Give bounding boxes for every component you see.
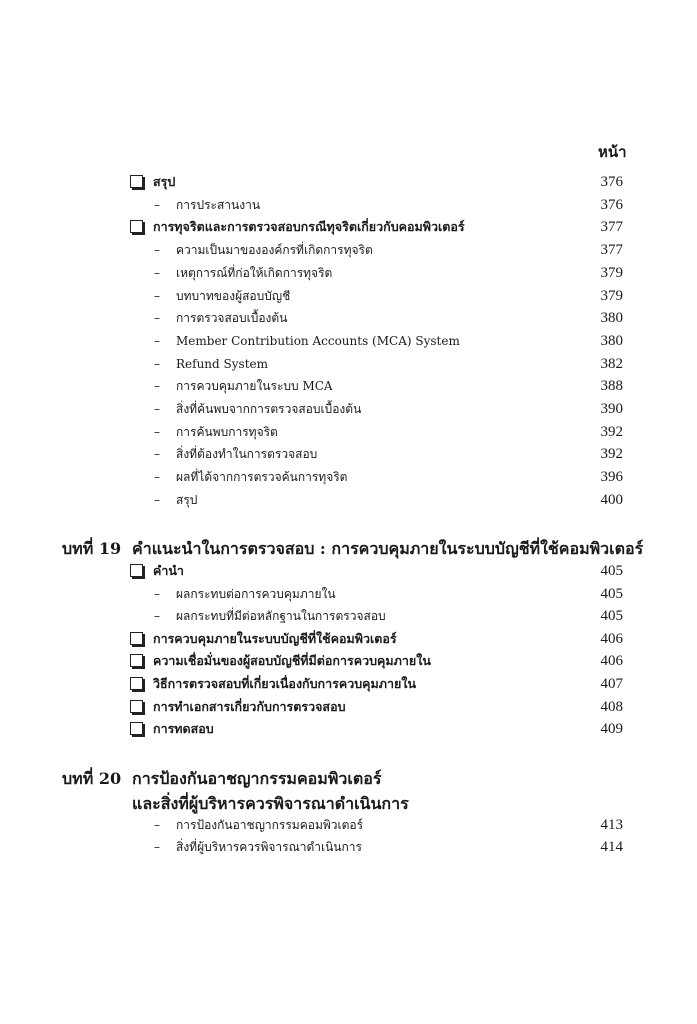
- toc-section-entry: [130, 651, 623, 671]
- toc-entry-title: การตรวจสอบเบื้องต้น: [176, 311, 288, 326]
- toc-entry-title: วิธีการตรวจสอบที่เกี่ยวเนื่องกับการควบคุมภายใน: [153, 676, 417, 691]
- toc-page-number: 379: [600, 287, 623, 304]
- toc-subentry: [130, 263, 623, 283]
- checkbox-bullet-icon: [130, 677, 143, 690]
- toc-subentry: [130, 399, 623, 419]
- toc-section-entry: [130, 172, 623, 192]
- toc-page-number: 382: [600, 355, 623, 372]
- toc-page-number: 396: [600, 469, 623, 486]
- toc-section-entry: [130, 217, 623, 237]
- toc-entry-title: ความเป็นมาขององค์กรที่เกิดการทุจริต: [176, 243, 373, 258]
- chapter-heading-20: [62, 767, 622, 789]
- dash-bullet-icon: –: [154, 818, 160, 832]
- dash-bullet-icon: –: [154, 311, 160, 326]
- toc-section-entry: [130, 629, 623, 649]
- checkbox-bullet-icon: [130, 700, 143, 713]
- checkbox-bullet-icon: [130, 220, 143, 233]
- toc-entry-title: การป้องกันอาชญากรรมคอมพิวเตอร์: [176, 818, 364, 832]
- toc-page-number: 376: [600, 196, 623, 213]
- toc-subentry: [130, 467, 623, 487]
- toc-section-entry: [130, 697, 623, 717]
- toc-entry-title: สรุป: [153, 174, 176, 189]
- toc-subentry: [130, 376, 623, 396]
- checkbox-bullet-icon: [130, 175, 143, 188]
- checkbox-bullet-icon: [130, 722, 143, 735]
- toc-entry-title: คำนำ: [153, 563, 184, 578]
- toc-entry-title: การค้นพบการทุจริต: [176, 424, 278, 439]
- page-column-header: หน้า: [598, 143, 627, 161]
- toc-entry-title: ผลที่ได้จากการตรวจค้นการทุจริต: [176, 470, 348, 485]
- toc-subentry: [130, 815, 623, 835]
- checkbox-bullet-icon: [130, 632, 143, 645]
- dash-bullet-icon: –: [154, 609, 160, 624]
- toc-entry-title: สิ่งที่ค้นพบจากการตรวจสอบเบื้องต้น: [176, 402, 362, 416]
- toc-page-number: 409: [600, 721, 623, 738]
- toc-page-number: 380: [600, 310, 623, 327]
- chapter-number: บทที่ 19: [62, 539, 122, 558]
- dash-bullet-icon: –: [154, 424, 160, 439]
- toc-page-number: 392: [600, 423, 623, 440]
- toc-entry-title: การทุจริตและการตรวจสอบกรณีทุจริตเกี่ยวกับคอมพิวเตอร์: [153, 219, 465, 235]
- toc-subentry: [130, 195, 623, 215]
- toc-entry-title: สิ่งที่ต้องทำในการตรวจสอบ: [176, 447, 318, 462]
- dash-bullet-icon: –: [154, 470, 160, 485]
- dash-bullet-icon: –: [154, 288, 160, 303]
- toc-subentry: [130, 444, 623, 464]
- toc-entry-title: Refund System: [176, 356, 268, 371]
- dash-bullet-icon: –: [154, 402, 160, 416]
- toc-subentry: [130, 606, 623, 626]
- dash-bullet-icon: –: [154, 333, 160, 348]
- toc-subentry: [130, 286, 623, 306]
- toc-section-entry: [130, 674, 623, 694]
- toc-entry-title: ผลกระทบที่มีต่อหลักฐานในการตรวจสอบ: [176, 609, 386, 624]
- toc-entry-title: การทดสอบ: [153, 721, 214, 737]
- toc-page-number: 407: [600, 676, 623, 692]
- dash-bullet-icon: –: [154, 197, 160, 212]
- toc-subentry: [130, 490, 623, 510]
- dash-bullet-icon: –: [154, 586, 160, 601]
- toc-subentry: [130, 240, 623, 260]
- toc-page-number: 405: [600, 608, 623, 625]
- toc-section-entry: [130, 719, 623, 739]
- dash-bullet-icon: –: [154, 356, 160, 371]
- chapter-title-line1: การป้องกันอาชญากรรมคอมพิวเตอร์: [132, 769, 382, 788]
- toc-subentry: [130, 354, 623, 374]
- dash-bullet-icon: –: [154, 492, 160, 507]
- toc-subentry: [130, 331, 623, 351]
- toc-page-number: 406: [600, 630, 623, 647]
- toc-page-number: 377: [600, 242, 623, 259]
- dash-bullet-icon: –: [154, 379, 160, 394]
- toc-entry-title: เหตุการณ์ที่ก่อให้เกิดการทุจริต: [176, 265, 333, 280]
- toc-subentry: [130, 422, 623, 442]
- toc-subentry: [130, 308, 623, 328]
- checkbox-bullet-icon: [130, 564, 143, 577]
- toc-entry-title: การประสานงาน: [176, 197, 261, 212]
- toc-page-number: 388: [600, 378, 623, 395]
- toc-page-number: 408: [600, 698, 623, 715]
- dash-bullet-icon: –: [154, 447, 160, 462]
- toc-entry-title: สรุป: [176, 492, 198, 507]
- toc-entry-title: ผลกระทบต่อการควบคุมภายใน: [176, 586, 336, 601]
- toc-page-number: 400: [600, 491, 623, 508]
- dash-bullet-icon: –: [154, 840, 160, 854]
- toc-page-number: 405: [600, 585, 623, 602]
- toc-page-number: 413: [600, 817, 623, 833]
- toc-page-number: 406: [600, 653, 623, 670]
- toc-page-number: 376: [600, 174, 623, 190]
- chapter-title-line2: และสิ่งที่ผู้บริหารควรพิจารณาดำเนินการ: [132, 794, 409, 813]
- toc-entry-title: การทำเอกสารเกี่ยวกับการตรวจสอบ: [153, 698, 346, 714]
- toc-subentry: [130, 837, 623, 857]
- toc-entry-title: Member Contribution Accounts (MCA) System: [176, 333, 460, 348]
- toc-entry-title: บทบาทของผู้สอบบัญชี: [176, 288, 291, 303]
- toc-entry-title: การควบคุมภายในระบบบัญชีที่ใช้คอมพิวเตอร์: [153, 630, 397, 646]
- toc-page-number: 390: [600, 401, 623, 417]
- checkbox-bullet-icon: [130, 654, 143, 667]
- chapter-heading-19: [62, 537, 644, 559]
- dash-bullet-icon: –: [154, 243, 160, 258]
- dash-bullet-icon: –: [154, 265, 160, 280]
- chapter-title: คำแนะนำในการตรวจสอบ : การควบคุมภายในระบบบัญชีที่ใช้คอมพิวเตอร์: [132, 539, 644, 558]
- toc-section-entry: [130, 561, 623, 581]
- toc-entry-title: การควบคุมภายในระบบ MCA: [176, 379, 333, 394]
- chapter-number: บทที่ 20: [62, 769, 122, 788]
- toc-page-number: 380: [600, 332, 623, 349]
- toc-page-number: 414: [600, 839, 623, 855]
- toc-subentry: [130, 584, 623, 604]
- chapter-heading-20-cont: [62, 792, 622, 814]
- toc-page-number: 405: [600, 563, 623, 579]
- toc-page-number: 379: [600, 264, 623, 281]
- toc-page-number: 392: [600, 446, 623, 463]
- toc-page-number: 377: [600, 219, 623, 236]
- toc-entry-title: ความเชื่อมั่นของผู้สอบบัญชีที่มีต่อการควบคุมภายใน: [153, 653, 431, 669]
- toc-entry-title: สิ่งที่ผู้บริหารควรพิจารณาดำเนินการ: [176, 840, 362, 854]
